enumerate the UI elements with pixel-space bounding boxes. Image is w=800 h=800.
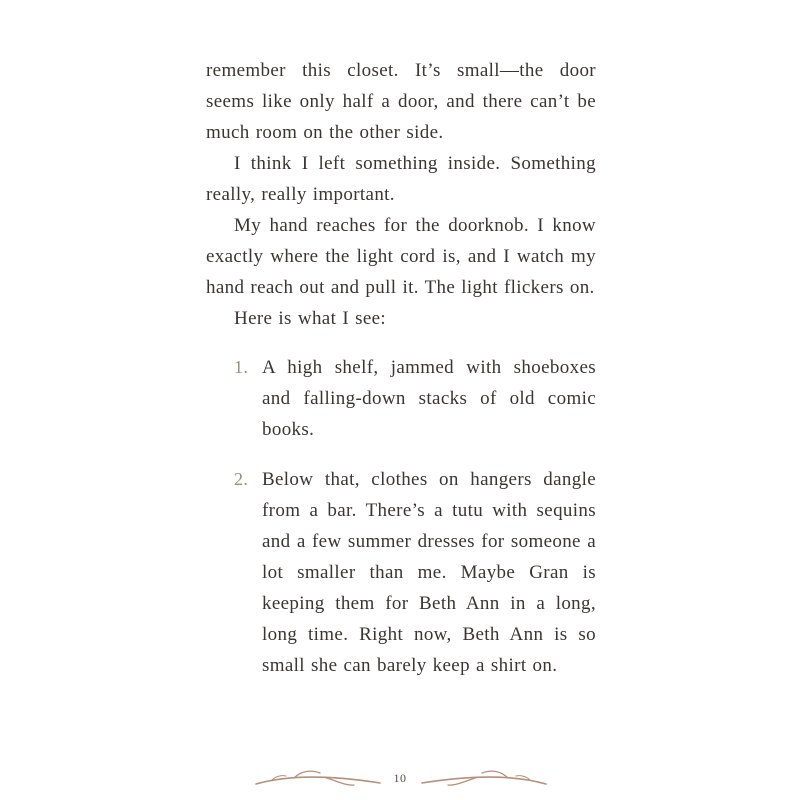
paragraph-1: remember this closet. It’s small—the door seems like only half a door, and there can’t be much room on the other side.	[206, 60, 596, 143]
left-branch-ornament-icon	[254, 768, 384, 790]
numbered-list	[206, 352, 596, 681]
list-number: 2.	[234, 469, 249, 489]
paragraph-4: Here is what I see:	[234, 308, 387, 329]
page-number: 10	[393, 771, 407, 785]
body-text	[206, 55, 596, 700]
paragraph-3: My hand reaches for the doorknob. I know exactly where the light cord is, and I watch my hand reach out and pull it. The light flickers on.	[206, 215, 596, 298]
right-branch-ornament-icon	[418, 768, 548, 790]
paragraph-2: I think I left something inside. Something really, really important.	[206, 153, 596, 205]
list-item-text: Below that, clothes on hangers dangle from a bar. There’s a tutu with sequins and a few summer dresses for someone a lot smaller than me. Maybe Gran is keeping them for Beth Ann in a long, long time. Right now, Beth Ann is so small she can barely keep a shirt on.	[262, 469, 596, 676]
list-item	[206, 352, 596, 445]
list-number: 1.	[234, 357, 249, 377]
list-item	[206, 464, 596, 681]
list-item-text: A high shelf, jammed with shoeboxes and falling-down stacks of old comic books.	[262, 357, 596, 440]
page-footer	[0, 760, 800, 796]
